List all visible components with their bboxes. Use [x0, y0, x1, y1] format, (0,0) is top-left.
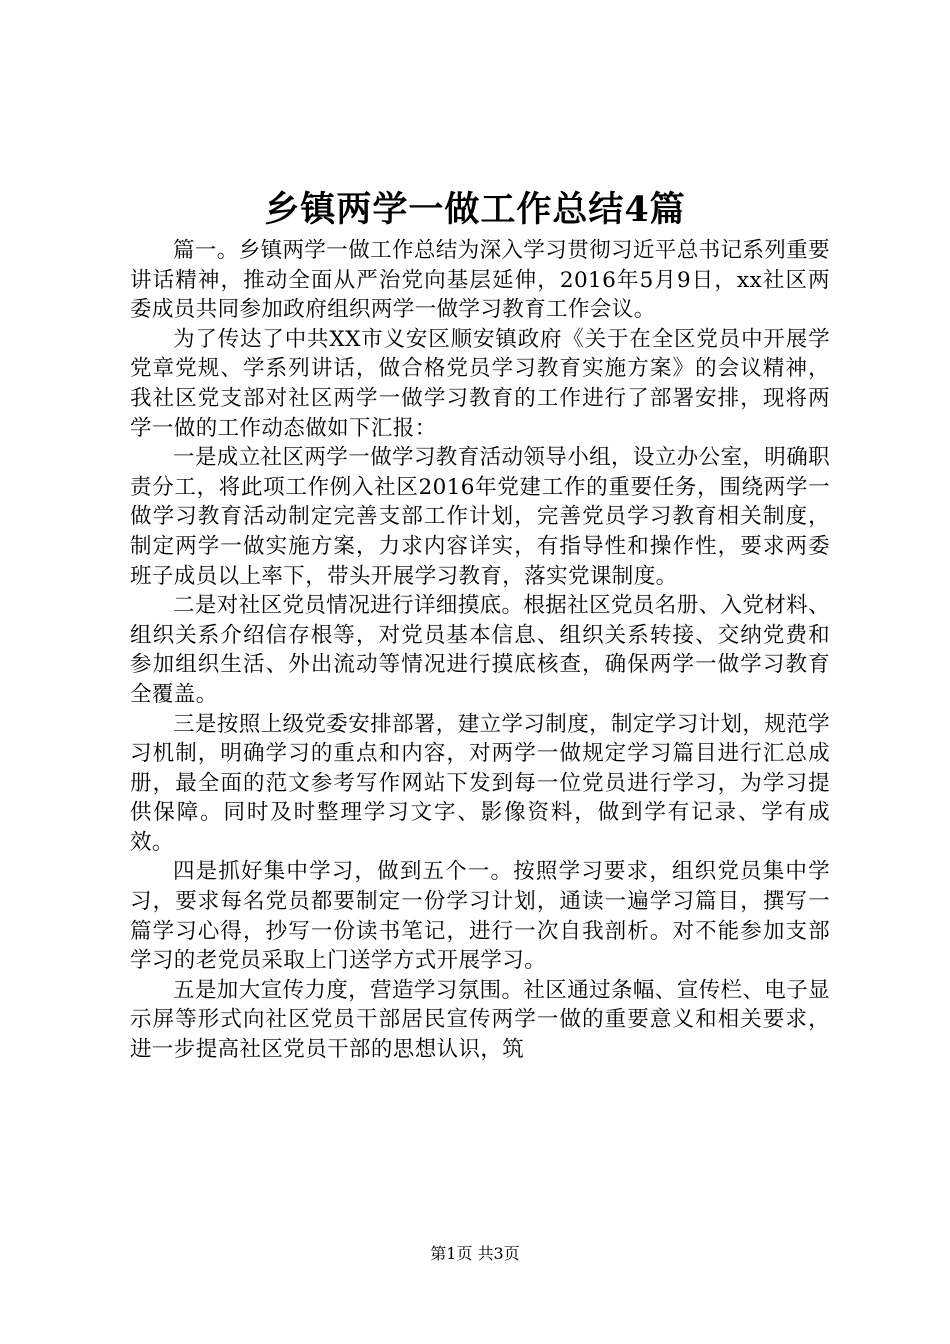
paragraph-6: 四是抓好集中学习，做到五个一。按照学习要求，组织党员集中学习，要求每名党员都要制定一份学习计划，通读一遍学习篇目，撰写一篇学习心得，抄写一份读书笔记，进行一次自我剖析。对不能参加支部学习的老党员采取上门送学方式开展学习。	[130, 859, 830, 974]
paragraph-4: 二是对社区党员情况进行详细摸底。根据社区党员名册、入党材料、组织关系介绍信存根等，对党员基本信息、组织关系转接、交纳党费和参加组织生活、外出流动等情况进行摸底核查，确保两学一做学习教育全覆盖。	[130, 593, 831, 707]
paragraph-2: 为了传达了中共XX市义安区顺安镇政府《关于在全区党员中开展学党章党规、学系列讲话，做合格党员学习教育实施方案》的会议精神，我社区党支部对社区两学一做学习教育的工作进行了部署安排，现将两学一做的工作动态做如下汇报：	[130, 326, 830, 441]
paragraph-7: 五是加大宣传力度，营造学习氛围。社区通过条幅、宣传栏、电子显示屏等形式向社区党员干部居民宣传两学一做的重要意义和相关要求，进一步提高社区党员干部的思想认识，筑	[130, 977, 831, 1063]
page-footer: 第1页 共3页	[430, 1244, 520, 1263]
paragraph-3: 一是成立社区两学一做学习教育活动领导小组，设立办公室，明确职责分工，将此项工作例入社区2016年党建工作的重要任务，围绕两学一做学习教育活动制定完善支部工作计划，完善党员学习教育相关制度，制定两学一做实施方案，力求内容详实，有指导性和操作性，要求两委班子成员以上率下，带头开展学习教育，落实党课制度。	[130, 445, 831, 589]
document-title: 乡镇两学一做工作总结4篇	[264, 189, 686, 230]
paragraph-1: 篇一。乡镇两学一做工作总结为深入学习贯彻习近平总书记系列重要讲话精神，推动全面从严治党向基层延伸，2016年5月9日，xx社区两委成员共同参加政府组织两学一做学习教育工作会议。	[130, 238, 831, 323]
paragraph-5: 三是按照上级党委安排部署，建立学习制度，制定学习计划，规范学习机制，明确学习的重点和内容，对两学一做规定学习篇目进行汇总成册，最全面的范文参考写作网站下发到每一位党员进行学习，为学习提供保障。同时及时整理学习文字、影像资料，做到学有记录、学有成效。	[130, 711, 831, 855]
document-body	[130, 236, 830, 1065]
